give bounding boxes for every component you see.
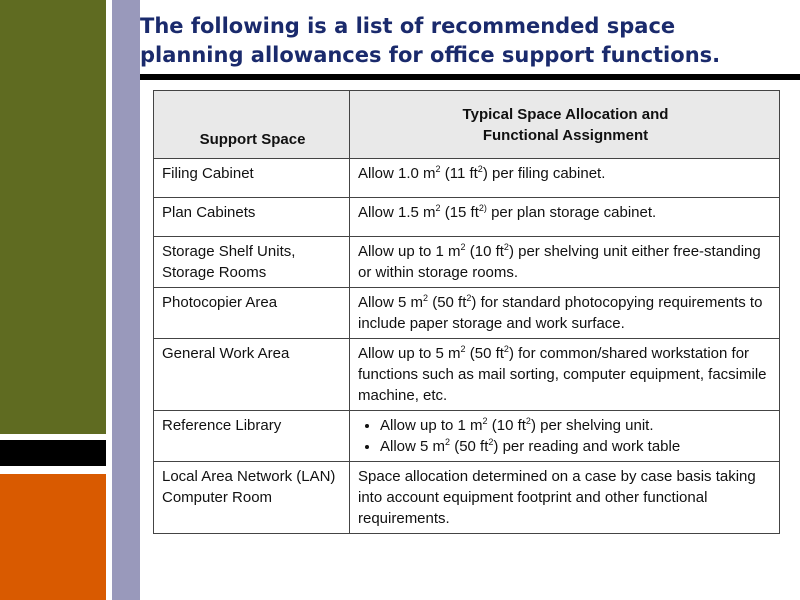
alloc-text: (15 ft <box>440 204 479 221</box>
superscript: 2 <box>482 416 488 426</box>
superscript: 2 <box>503 344 509 354</box>
table-row <box>154 411 780 462</box>
allocation-cell: Space allocation determined on a case by case basis taking into account equipment footprint and other functional requirements. <box>350 462 780 534</box>
alloc-text: (11 ft <box>440 165 478 182</box>
allowances-table <box>153 90 780 534</box>
alloc-text: ) for standard photocopying requirements to include paper storage and work surface. <box>358 294 763 332</box>
alloc-text: (10 ft <box>487 417 526 434</box>
bullet-list <box>358 415 773 457</box>
support-space-cell: Reference Library <box>154 411 350 462</box>
table-header-row <box>154 91 780 159</box>
superscript: 2 <box>435 164 441 174</box>
decor-black-bar <box>0 440 106 466</box>
superscript: 2 <box>460 242 466 252</box>
table-row <box>154 159 780 198</box>
superscript: 2 <box>445 437 451 447</box>
decor-gap <box>0 466 106 474</box>
superscript: 2 <box>488 437 494 447</box>
slide-title-line-2: planning allowances for office support functions. <box>140 43 721 67</box>
allocation-cell <box>350 288 780 339</box>
table-row <box>154 198 780 237</box>
allocation-cell <box>350 339 780 411</box>
superscript: 2 <box>525 416 531 426</box>
alloc-text: Allow up to 5 m <box>358 345 461 362</box>
superscript: 2 <box>435 203 441 213</box>
support-space-cell: Filing Cabinet <box>154 159 350 198</box>
superscript: 2 <box>466 293 472 303</box>
alloc-text: Allow up to 1 m <box>380 417 483 434</box>
allocation-cell <box>350 411 780 462</box>
superscript: 2 <box>423 293 429 303</box>
alloc-text: per plan storage cabinet. <box>486 204 657 221</box>
header-allocation <box>350 91 780 159</box>
alloc-text: (50 ft <box>465 345 504 362</box>
alloc-text: ) per shelving unit. <box>530 417 654 434</box>
alloc-text: ) for common/shared workstation for functions such as mail sorting, computer equipment, facsimile machine, etc. <box>358 345 767 404</box>
table-row <box>154 339 780 411</box>
alloc-text: Allow 5 m <box>358 294 424 311</box>
table-row <box>154 237 780 288</box>
slide-title-line-1: The following is a list of recommended space <box>140 14 676 38</box>
superscript: 2 <box>503 242 509 252</box>
superscript: 2 <box>460 344 466 354</box>
support-space-cell: General Work Area <box>154 339 350 411</box>
list-item <box>380 436 773 457</box>
alloc-text: (50 ft <box>450 438 489 455</box>
alloc-text: Allow 1.5 m <box>358 204 436 221</box>
superscript: 2 <box>477 164 483 174</box>
header-allocation-line-2: Functional Assignment <box>482 126 649 144</box>
title-underline <box>140 74 800 80</box>
slide-title <box>140 12 790 70</box>
alloc-text: (10 ft <box>465 243 504 260</box>
decor-orange-bar <box>0 474 106 600</box>
superscript: 2) <box>478 203 487 213</box>
allowances-table-container <box>153 90 780 566</box>
alloc-text: ) per filing cabinet. <box>482 165 606 182</box>
support-space-cell: Plan Cabinets <box>154 198 350 237</box>
support-space-cell: Photocopier Area <box>154 288 350 339</box>
allocation-cell <box>350 159 780 198</box>
header-allocation-line-1: Typical Space Allocation and <box>462 105 669 123</box>
decor-lavender-bar <box>112 0 140 600</box>
alloc-text: ) per reading and work table <box>493 438 681 455</box>
list-item <box>380 415 773 436</box>
table-row <box>154 462 780 534</box>
support-space-cell: Storage Shelf Units, Storage Rooms <box>154 237 350 288</box>
support-space-cell: Local Area Network (LAN) Computer Room <box>154 462 350 534</box>
alloc-text: Allow 1.0 m <box>358 165 436 182</box>
table-row <box>154 288 780 339</box>
alloc-text: ) per shelving unit either free-standing or within storage rooms. <box>358 243 761 281</box>
allocation-cell <box>350 237 780 288</box>
alloc-text: Allow up to 1 m <box>358 243 461 260</box>
header-support-space: Support Space <box>154 91 350 159</box>
allocation-cell <box>350 198 780 237</box>
alloc-text: (50 ft <box>428 294 467 311</box>
alloc-text: Allow 5 m <box>380 438 446 455</box>
decor-olive-bar <box>0 0 106 434</box>
